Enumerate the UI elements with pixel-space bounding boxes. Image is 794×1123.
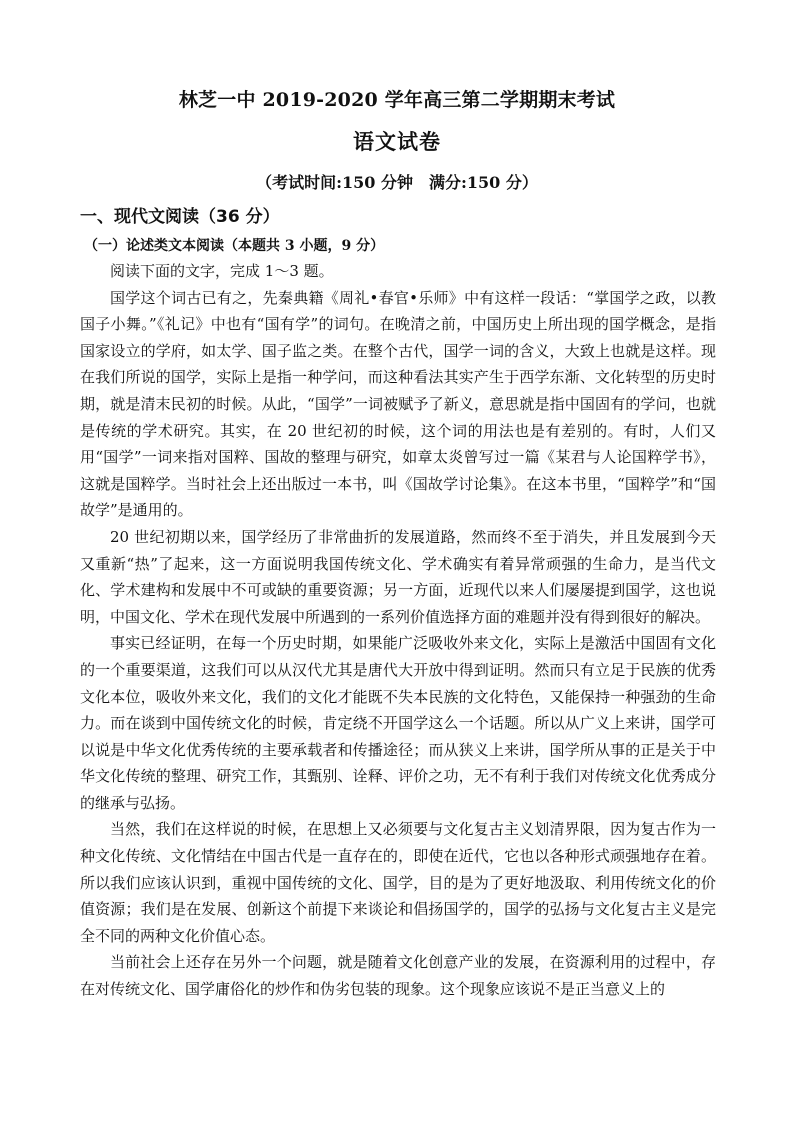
paragraph-5: 当前社会上还存在另外一个问题，就是随着文化创意产业的发展，在资源利用的过程中，存在对传统文化、国学庸俗化的炒作和伪劣包装的现象。这个现象应该说不是正当意义上的 bbox=[80, 953, 716, 999]
paragraph-2: 20 世纪初期以来，国学经历了非常曲折的发展道路，然而终不至于消失，并且发展到今天又重新“热”了起来，这一方面说明我国传统文化、学术确实有着异常顽强的生命力，是当代文化、学术建构和发展中不可或缺的重要资源；另一方面，近现代以来人们屡屡提到国学，这也说明，中国文化、学术在现代发展中所遇到的一系列价值选择方面的难题并没有得到很好的解决。 bbox=[80, 527, 716, 626]
paragraph-3: 事实已经证明，在每一个历史时期，如果能广泛吸收外来文化，实际上是激活中国固有文化的一个重要渠道，这我们可以从汉代尤其是唐代大开放中得到证明。然而只有立足于民族的优秀文化本位，吸收外来文化，我们的文化才能既不失本民族的文化特色，又能保持一种强劲的生命力。而在谈到中国传统文化的时候，肯定绕不开国学这么一个话题。所以从广义上来讲，国学可以说是中华文化优秀传统的主要承载者和传播途径；而从狭义上来讲，国学所从事的正是关于中华文化传统的整理、研究工作，其甄别、诠释、评价之功，无不有利于我们对传统文化优秀成分的继承与弘扬。 bbox=[80, 634, 716, 812]
subsection-heading: （一）论述类文本阅读（本题共 3 小题，9 分） bbox=[84, 238, 385, 254]
paragraph-4: 当然，我们在这样说的时候，在思想上又必须要与文化复古主义划清界限，因为复古作为一种文化传统、文化情结在中国古代是一直存在的，即使在近代，它也以各种形式顽强地存在着。所以我们应该认识到，重视中国传统的文化、国学，目的是为了更好地汲取、利用传统文化的价值资源；我们是在发展、创新这个前提下来谈论和倡扬国学的，国学的弘扬与文化复古主义是完全不同的两种文化价值心态。 bbox=[80, 820, 716, 945]
reading-passage bbox=[80, 258, 716, 1003]
exam-time-and-score: （考试时间:150 分钟 满分:150 分） bbox=[256, 173, 538, 192]
section-heading: 一、现代文阅读（36 分） bbox=[80, 207, 280, 227]
paragraph-1: 国学这个词古已有之，先秦典籍《周礼•春官•乐师》中有这样一段话：“掌国学之政，以教国子小舞。”《礼记》中也有“国有学”的词句。在晚清之前，中国历史上所出现的国学概念，是指国家设立的学府，如太学、国子监之类。在整个古代，国学一词的含义，大致上也就是这样。现在我们所说的国学，实际上是指一种学问，而这种看法其实产生于西学东渐、文化转型的历史时期，就是清末民初的时候。从此，“国学”一词被赋予了新义，意思就是指中国固有的学问，也就是传统的学术研究。其实，在 20 世纪初的时候，这个词的用法也是有差别的。有时，人们又用“国学”一词来指对国粹、国故的整理与研究，如章太炎曾写过一篇《某君与人论国粹学书》，这就是国粹学。当时社会上还出版过一本书，叫《国故学讨论集》。在这本书里，“国粹学”和“国故学”是通用的。 bbox=[80, 288, 716, 520]
exam-title: 林芝一中 2019-2020 学年高三第二学期期末考试 bbox=[178, 89, 616, 111]
instruction-text: 阅读下面的文字，完成 1～3 题。 bbox=[110, 262, 334, 280]
exam-subtitle: 语文试卷 bbox=[353, 129, 441, 154]
